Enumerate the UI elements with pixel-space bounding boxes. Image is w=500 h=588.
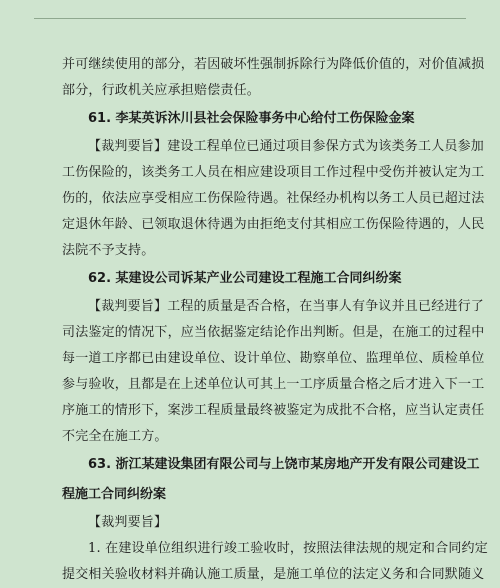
- case-heading-61: 61. 李某英诉沐川县社会保险事务中心给付工伤保险金案: [88, 111, 415, 126]
- body-line: 并可继续使用的部分，若因破坏性强制拆除行为降低价值的，对价值减损: [62, 57, 485, 72]
- gist-label: 【裁判要旨】: [88, 515, 168, 530]
- body-line: 提交相关验收材料并确认施工质量，是施工单位的法定义务和合同默随义: [62, 567, 485, 582]
- case-heading-63-cont: 程施工合同纠纷案: [62, 487, 167, 502]
- body-line: 1. 在建设单位组织进行竣工验收时，按照法律法规的规定和合同约定: [88, 541, 488, 556]
- body-line: 伤的，依法应享受相应工伤保险待遇。社保经办机构以务工人员已超过法: [62, 191, 485, 206]
- body-line: 工伤保险的，该类务工人员在相应建设项目工作过程中受伤并被认定为工: [62, 165, 485, 180]
- case-heading-62: 62. 某建设公司诉某产业公司建设工程施工合同纠纷案: [88, 271, 402, 286]
- body-line: 部分，行政机关应承担赔偿责任。: [62, 83, 261, 98]
- body-line: 法院不予支持。: [62, 243, 155, 258]
- document-body: [62, 52, 488, 588]
- top-rule: [34, 18, 466, 19]
- body-line: 序施工的情形下，案涉工程质量最终被鉴定为成批不合格，应当认定责任: [62, 403, 485, 418]
- body-line: 不完全在施工方。: [62, 429, 168, 444]
- case-heading-63: 63. 浙江某建设集团有限公司与上饶市某房地产开发有限公司建设工: [88, 457, 480, 472]
- body-line: 司法鉴定的情况下，应当依据鉴定结论作出判断。但是，在施工的过程中: [62, 325, 485, 340]
- body-line: 参与验收，且都是在上述单位认可其上一工序质量合格之后才进入下一工: [62, 377, 485, 392]
- body-line: 每一道工序都已由建设单位、设计单位、勘察单位、监理单位、质检单位: [62, 351, 485, 366]
- body-line: 【裁判要旨】建设工程单位已通过项目参保方式为该类务工人员参加: [88, 139, 485, 154]
- body-line: 【裁判要旨】工程的质量是否合格，在当事人有争议并且已经进行了: [88, 299, 485, 314]
- body-line: 定退休年龄、已领取退休待遇为由拒绝支付其相应工伤保险待遇的，人民: [62, 217, 485, 232]
